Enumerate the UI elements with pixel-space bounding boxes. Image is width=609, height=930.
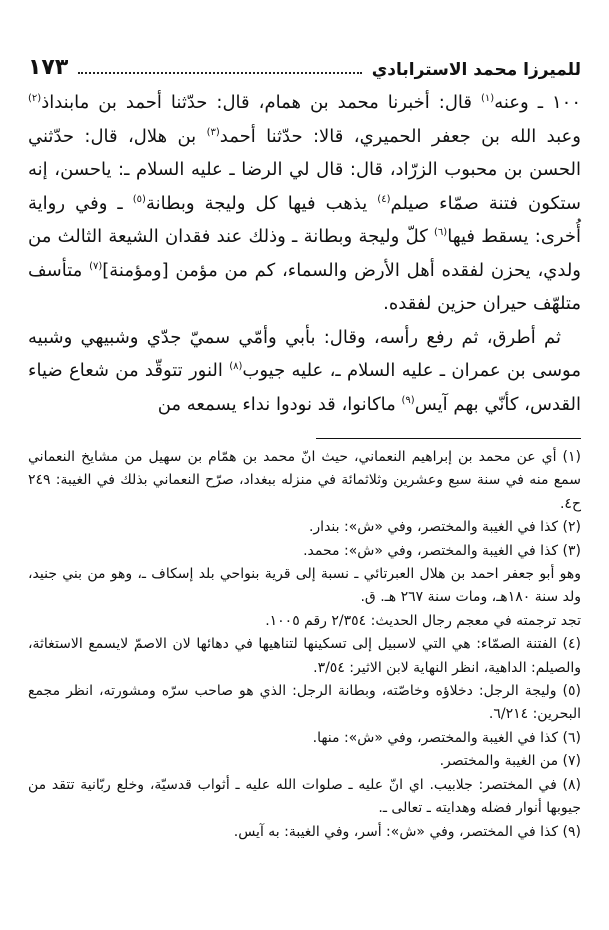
footnote-marker: (٦) xyxy=(434,227,448,238)
text-segment: النور تتوقّد من شعاع ضياء القدس، كأنّي بهم آيس xyxy=(28,360,581,415)
text-segment: بن هلال، قال: حدّثني الحسن بن محبوب الزرّاد، قال: قال لي الرضا ـ عليه السلام ـ: ياحسن، إنه ستكون فتنة صمّاء صيلم xyxy=(28,125,581,214)
footnote: (٥) وليجة الرجل: دخلاؤه وخاصّته، وبطانة الرجل: الذي هو صاحب سرّه ومشورته، انظر مجمع البحرين: ٦/٢١٤. xyxy=(28,683,581,723)
text-segment: قال: أخبرنا محمد بن همام، قال: حدّثنا أحمد بن مابنداذ xyxy=(41,92,482,113)
footnote-marker: (٢) xyxy=(28,93,42,104)
footnote-marker: (٥) xyxy=(132,193,146,205)
text-segment: كلّ وليجة وبطانة ـ وذلك عند فقدان الشيعة الثالث من ولدي، يحزن لفقده أهل الأرض والسماء، كم من مؤمن [ومؤمنة] xyxy=(28,226,581,281)
footnote: (٨) في المختصر: جلابيب. اي انّ عليه ـ صلوات الله عليه ـ أثواب قدسيّة، وخلع ربّانية تتقد من جيوبها أنوار فضله وهدايته ـ تعالى ـ. xyxy=(28,776,581,817)
footnote: (٣) كذا في الغيبة والمختصر، وفي «ش»: محمد. xyxy=(303,542,581,559)
footnote-separator xyxy=(316,438,581,439)
footnote-continuation: تجد ترجمته في معجم رجال الحديث: ٢/٣٥٤ رقم ١٠٠٥. xyxy=(265,612,581,629)
running-title: للميرزا محمد الاسترابادي xyxy=(371,60,581,80)
text-segment: يذهب فيها كل وليجة وبطانة xyxy=(145,192,378,214)
footnote: (١) أي عن محمد بن إبراهيم النعماني، حيث انّ محمد بن همّام بن سهيل من مشايخ النعماني سمع منه في سنة سبع وعشرين وثلاثمائة في منزله ببغداد، صرّح النعماني بذلك في الغيبة: ٢٤٩ ح٤. xyxy=(28,449,581,512)
text-segment: ـ وفي رواية أُخرى: يسقط فيها xyxy=(28,192,581,247)
page-header xyxy=(28,44,581,80)
page-number: ١٧٣ xyxy=(28,55,69,80)
text-segment: ماكانوا، قد نودوا نداء يسمعه من xyxy=(157,393,402,415)
text-segment: متأسف متلهّف حيران حزين لفقده. xyxy=(28,259,581,314)
main-paragraph xyxy=(28,86,581,321)
footnote-marker: (١) xyxy=(481,93,495,104)
footnote: (٧) من الغيبة والمختصر. xyxy=(439,753,581,770)
text-segment: وعبد الله بن جعفر الحميري، قالا: حدّثنا أحمد xyxy=(219,125,581,147)
footnote: (٢) كذا في الغيبة والمختصر، وفي «ش»: بندار. xyxy=(308,519,581,536)
footnote: (٩) كذا في المختصر، وفي «ش»: أسر، وفي الغيبة: به آيس. xyxy=(233,823,581,840)
footnote-continuation: وهو أبو جعفر احمد بن هلال العبرتائي ـ نسبة إلى قرية بنواحي بلد إسكاف ـ، وهو من بني جنيد، ولد سنة ١٨٠هـ، ومات سنة ٢٦٧ هـ. ق. xyxy=(28,566,581,606)
main-paragraph xyxy=(28,321,581,422)
footnotes xyxy=(28,446,581,844)
footnote-marker: (٩) xyxy=(401,394,415,406)
footnote: (٤) الفتنة الصمّاء: هي التي لاسبيل إلى تسكينها لتناهيها في دهائها لان الاصمّ لايسمع الاستغاثة، والصيلم: الداهية، انظر النهاية لابن الاثير: ٣/٥٤. xyxy=(28,636,581,676)
text-segment: ثم أطرق، ثم رفع رأسه، وقال: بأبي وأمّي سميّ جدّي وشبيهي وشبيه موسى بن عمران ـ عليه السلام ـ، عليه جيوب xyxy=(28,326,581,381)
header-dotted-rule xyxy=(78,72,361,74)
footnote-marker: (٨) xyxy=(229,361,243,372)
main-text xyxy=(28,86,581,421)
footnote-marker: (٧) xyxy=(89,260,103,272)
footnote: (٦) كذا في الغيبة والمختصر، وفي «ش»: منها. xyxy=(312,729,581,746)
footnote-marker: (٣) xyxy=(206,126,220,138)
footnote-marker: (٤) xyxy=(377,193,391,205)
text-segment: ١٠٠ ـ وعنه xyxy=(494,92,582,113)
